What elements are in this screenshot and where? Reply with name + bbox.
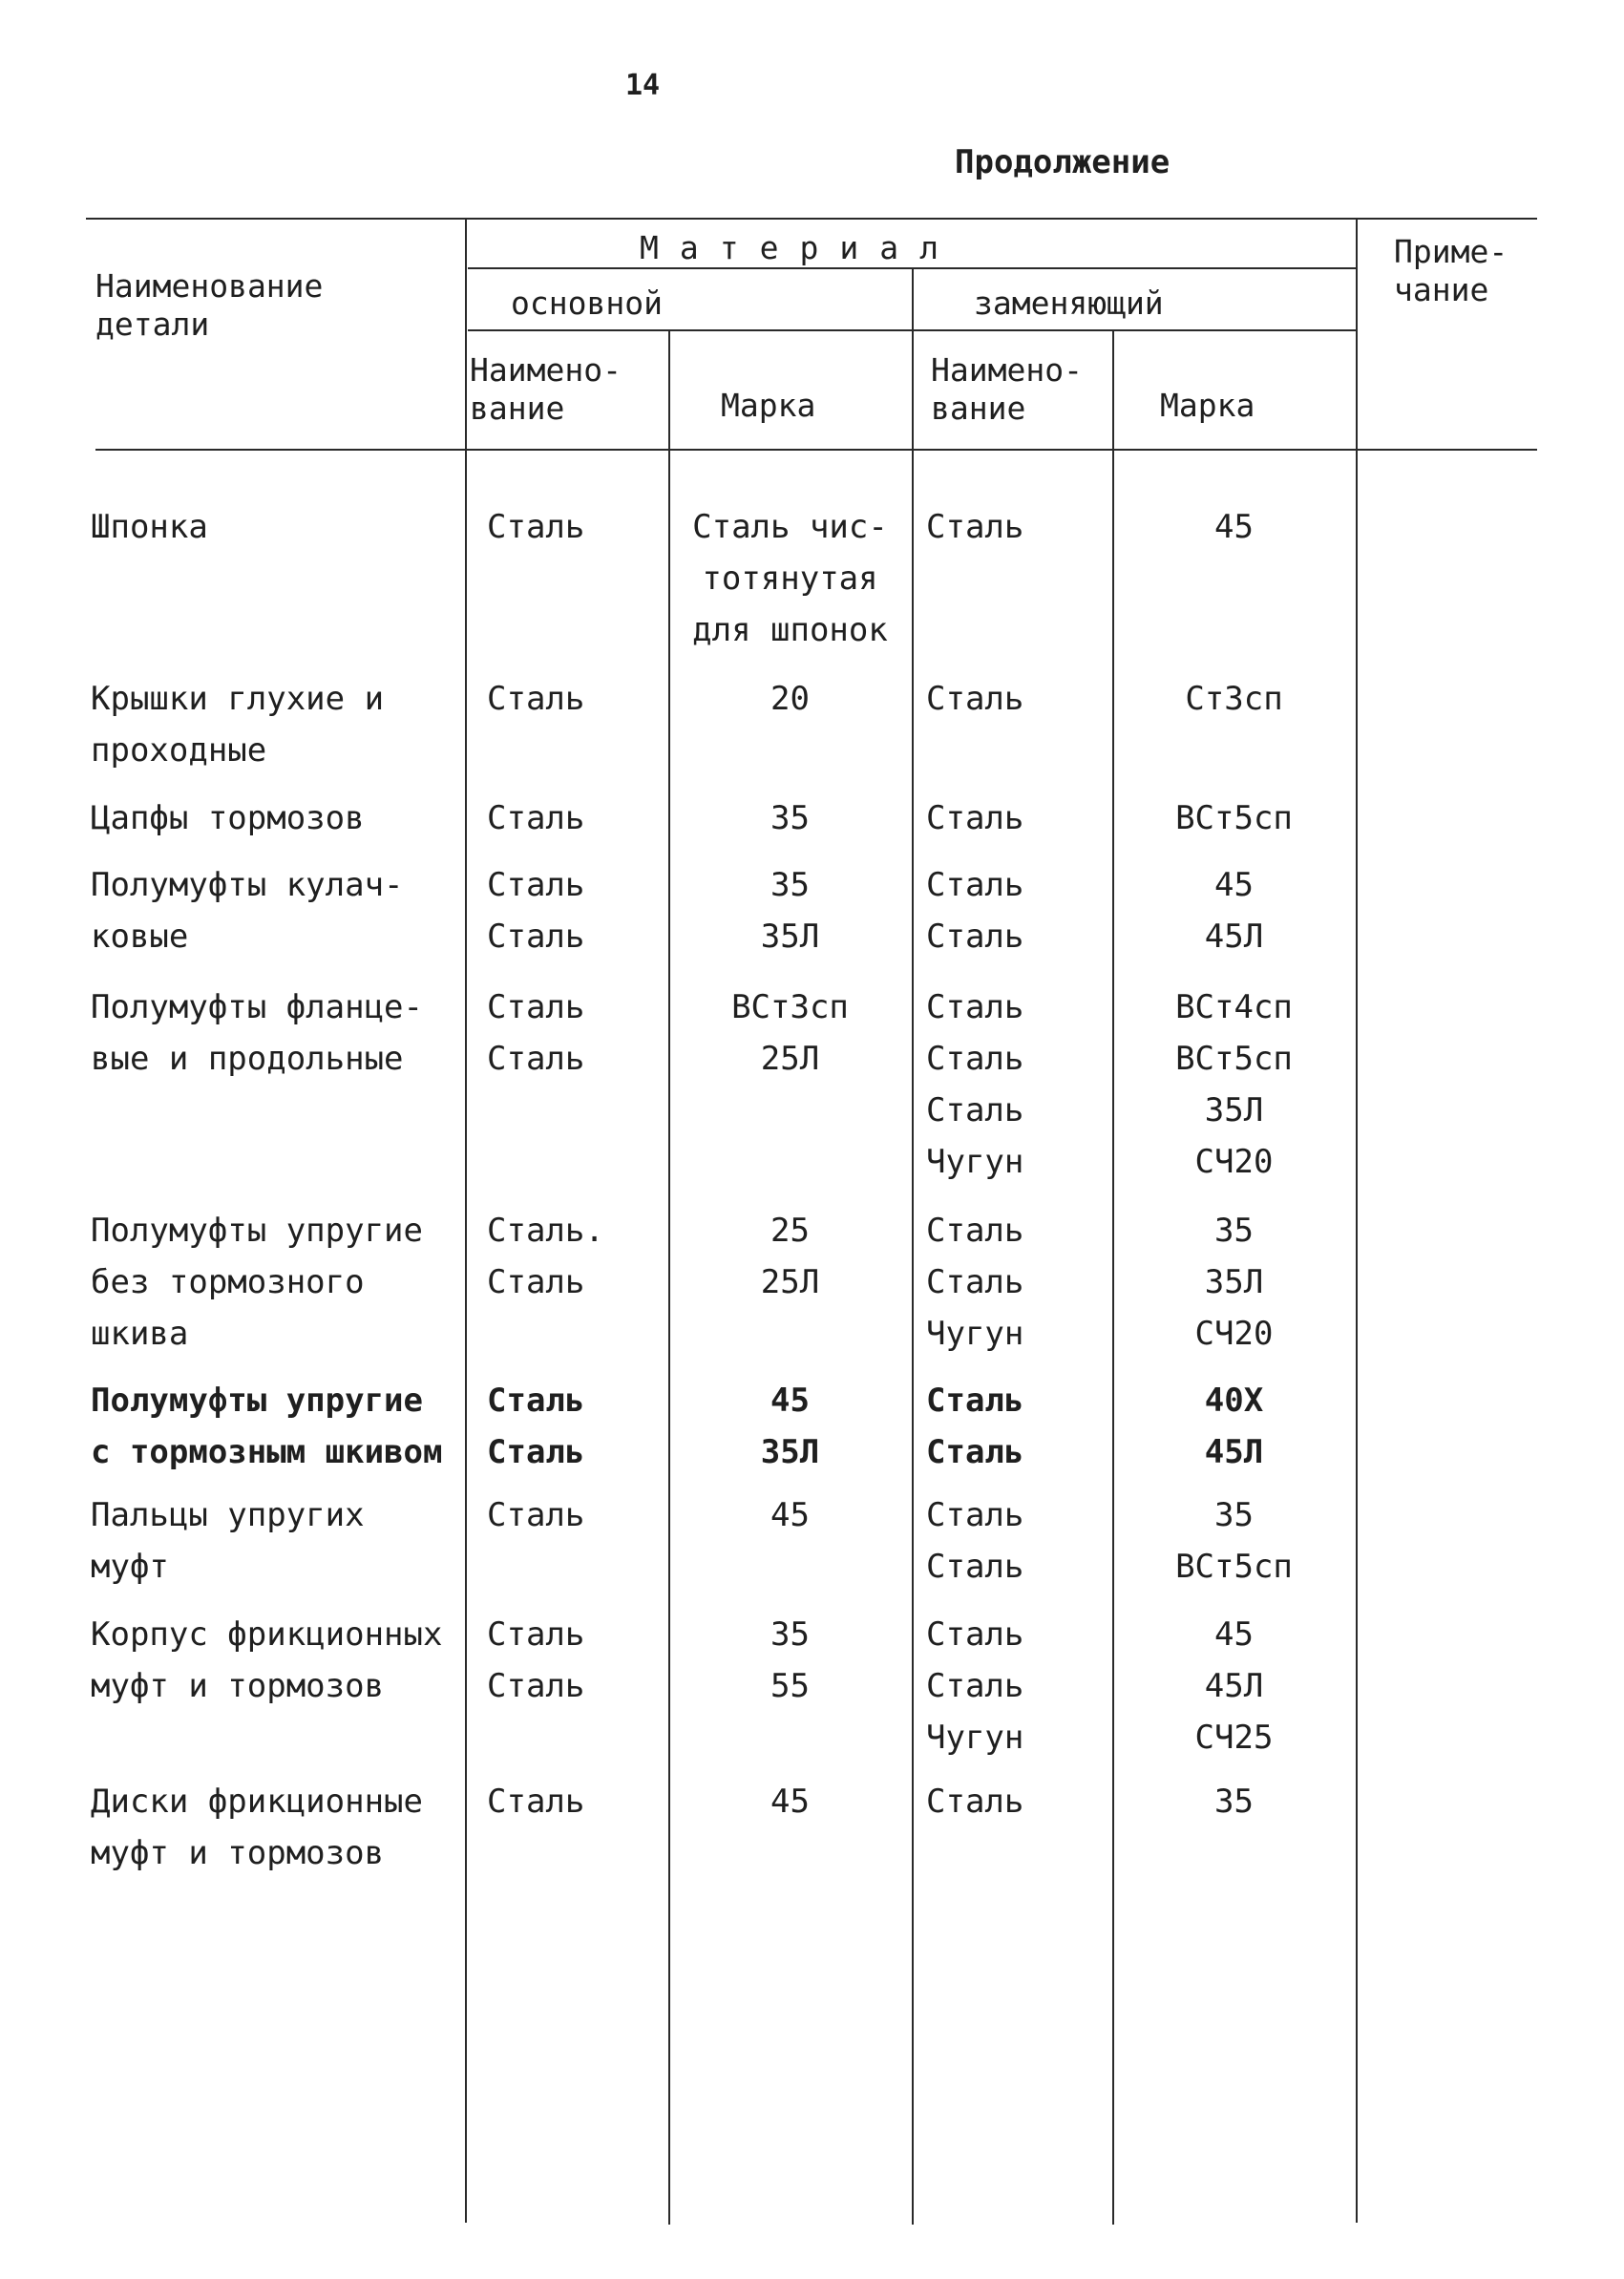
cell-line: 40Х	[1204, 1382, 1264, 1420]
cell-line: Полумуфты упругие	[91, 1382, 423, 1420]
col-divider-1	[465, 218, 467, 2223]
cell-line: Сталь	[487, 1433, 585, 1471]
cell-main-name	[487, 1776, 659, 1827]
cell-line: Сталь	[926, 1212, 1024, 1250]
cell-sub-name	[926, 501, 1107, 553]
cell-line: 35Л	[760, 918, 820, 956]
cell-line: для шпонок	[692, 611, 888, 649]
header-part-name: Наименование детали	[95, 267, 324, 343]
cell-line: Сталь	[926, 680, 1024, 718]
header-note: Приме- чание	[1394, 233, 1508, 308]
cell-line: Полумуфты упругие	[91, 1212, 423, 1250]
cell-line: Крышки глухие и	[91, 680, 385, 718]
cell-part	[91, 792, 463, 844]
header-grade: Марка	[721, 387, 816, 424]
cell-line: 45	[1214, 1615, 1254, 1654]
cell-line: 45Л	[1204, 918, 1264, 956]
cell-line: шкива	[91, 1315, 189, 1353]
cell-line: Сталь	[487, 1615, 585, 1654]
cell-line: 35	[770, 866, 810, 904]
cell-line: 25Л	[760, 1040, 820, 1078]
cell-line: 35	[770, 799, 810, 837]
cell-line: Сталь	[487, 866, 585, 904]
cell-line: Сталь	[487, 1263, 585, 1301]
header-name: Наимено- вание	[470, 351, 622, 427]
cell-line: Корпус фрикционных	[91, 1615, 443, 1654]
header-substitute: заменяющий	[974, 285, 1164, 322]
cell-line: СЧ20	[1194, 1143, 1274, 1181]
cell-line: Сталь	[487, 1783, 585, 1821]
cell-line: 35	[1214, 1783, 1254, 1821]
cell-line: Сталь	[926, 1382, 1024, 1420]
cell-part	[91, 1776, 463, 1879]
cell-line: 45Л	[1204, 1433, 1264, 1471]
cell-line: 35Л	[1204, 1263, 1264, 1301]
cell-line: ВСт4сп	[1175, 988, 1293, 1026]
cell-main-grade	[673, 501, 907, 656]
cell-main-name	[487, 859, 659, 962]
cell-main-name	[487, 1609, 659, 1712]
cell-sub-grade	[1117, 981, 1351, 1188]
cell-line: 35	[770, 1615, 810, 1654]
cell-line: Чугун	[926, 1315, 1024, 1353]
cell-sub-name	[926, 1205, 1107, 1360]
cell-line: проходные	[91, 731, 267, 770]
cell-sub-name	[926, 1375, 1107, 1478]
cell-line: Сталь	[487, 918, 585, 956]
cell-sub-grade	[1117, 1609, 1351, 1763]
cell-line: 35	[1214, 1496, 1254, 1534]
cell-sub-name	[926, 1489, 1107, 1593]
cell-line: Сталь	[926, 1496, 1024, 1534]
cell-line: Диски фрикционные	[91, 1783, 423, 1821]
cell-line: СЧ20	[1194, 1315, 1274, 1353]
cell-line: ВСт5сп	[1175, 1040, 1293, 1078]
cell-line: 45	[770, 1496, 810, 1534]
cell-line: Сталь	[926, 1615, 1024, 1654]
cell-sub-grade	[1117, 501, 1351, 553]
col-divider-2	[668, 329, 670, 2225]
cell-line: СЧ25	[1194, 1719, 1274, 1757]
cell-main-name	[487, 501, 659, 553]
cell-main-grade	[673, 859, 907, 962]
cell-part	[91, 1205, 463, 1360]
cell-line: 45Л	[1204, 1667, 1264, 1705]
cell-line: Полумуфты фланце-	[91, 988, 423, 1026]
cell-line: Сталь	[926, 866, 1024, 904]
cell-main-grade	[673, 792, 907, 844]
cell-part	[91, 1375, 463, 1478]
cell-sub-grade	[1117, 1489, 1351, 1593]
cell-main-grade	[673, 673, 907, 725]
cell-line: Сталь	[926, 1433, 1024, 1471]
cell-line: муфт	[91, 1548, 169, 1586]
cell-sub-name	[926, 981, 1107, 1188]
cell-part	[91, 859, 463, 962]
col-divider-5	[1356, 218, 1358, 2223]
cell-line: Сталь	[926, 799, 1024, 837]
cell-part	[91, 1489, 463, 1593]
cell-sub-name	[926, 1776, 1107, 1827]
cell-sub-grade	[1117, 1776, 1351, 1827]
cell-line: Чугун	[926, 1719, 1024, 1757]
cell-line: Пальцы упругих	[91, 1496, 365, 1534]
cell-sub-name	[926, 792, 1107, 844]
continuation-label: Продолжение	[955, 143, 1171, 181]
cell-main-name	[487, 673, 659, 725]
cell-line: 35	[1214, 1212, 1254, 1250]
cell-line: муфт и тормозов	[91, 1834, 385, 1872]
cell-main-name	[487, 981, 659, 1085]
cell-line: 20	[770, 680, 810, 718]
cell-line: Полумуфты кулач-	[91, 866, 404, 904]
cell-line: 45	[1214, 866, 1254, 904]
cell-line: ВСт5сп	[1175, 799, 1293, 837]
cell-main-name	[487, 1489, 659, 1541]
cell-sub-grade	[1117, 792, 1351, 844]
cell-part	[91, 673, 463, 776]
table-top-rule	[86, 218, 1537, 220]
cell-line: Сталь	[926, 988, 1024, 1026]
cell-line: 35Л	[760, 1433, 820, 1471]
cell-main-grade	[673, 1609, 907, 1712]
cell-main-name	[487, 792, 659, 844]
cell-main-grade	[673, 981, 907, 1085]
page-number: 14	[625, 69, 661, 102]
cell-line: без тормозного	[91, 1263, 365, 1301]
cell-line: Цапфы тормозов	[91, 799, 365, 837]
col-divider-4	[1112, 329, 1114, 2225]
cell-line: Сталь	[926, 1548, 1024, 1586]
cell-line: Сталь	[487, 1496, 585, 1534]
cell-line: Сталь.	[487, 1212, 604, 1250]
cell-line: Сталь	[926, 1040, 1024, 1078]
cell-sub-grade	[1117, 1205, 1351, 1360]
cell-main-name	[487, 1375, 659, 1478]
cell-line: 25Л	[760, 1263, 820, 1301]
cell-line: Сталь	[487, 799, 585, 837]
header-material: Материал	[640, 229, 960, 266]
cell-line: Шпонка	[91, 508, 208, 546]
cell-main-grade	[673, 1776, 907, 1827]
cell-line: 45	[1214, 508, 1254, 546]
cell-line: Сталь	[926, 1783, 1024, 1821]
cell-line: Сталь	[487, 1382, 585, 1420]
cell-line: Сталь	[926, 1263, 1024, 1301]
cell-line: вые и продольные	[91, 1040, 404, 1078]
cell-sub-grade	[1117, 673, 1351, 725]
cell-line: 45	[770, 1382, 810, 1420]
cell-line: Сталь	[487, 508, 585, 546]
cell-line: 45	[770, 1783, 810, 1821]
cell-sub-name	[926, 673, 1107, 725]
cell-line: 25	[770, 1212, 810, 1250]
cell-part	[91, 501, 463, 553]
cell-line: Чугун	[926, 1143, 1024, 1181]
cell-sub-grade	[1117, 1375, 1351, 1478]
cell-line: Сталь	[926, 918, 1024, 956]
cell-sub-name	[926, 859, 1107, 962]
cell-sub-name	[926, 1609, 1107, 1763]
cell-line: Ст3сп	[1185, 680, 1283, 718]
cell-line: 55	[770, 1667, 810, 1705]
col-divider-3	[912, 267, 914, 2225]
cell-line: Сталь	[926, 508, 1024, 546]
cell-line: Сталь	[926, 1091, 1024, 1129]
cell-line: Сталь	[926, 1667, 1024, 1705]
cell-line: ВСт5сп	[1175, 1548, 1293, 1586]
cell-main-grade	[673, 1375, 907, 1478]
cell-line: Сталь чис-	[692, 508, 888, 546]
cell-main-grade	[673, 1205, 907, 1308]
cell-sub-grade	[1117, 859, 1351, 962]
cell-line: 35Л	[1204, 1091, 1264, 1129]
cell-line: ковые	[91, 918, 189, 956]
cell-line: тотянутая	[702, 559, 878, 598]
cell-line: муфт и тормозов	[91, 1667, 385, 1705]
header-bottom-rule	[95, 449, 1537, 451]
cell-line: Сталь	[487, 680, 585, 718]
cell-line: Сталь	[487, 988, 585, 1026]
header-name-2: Наимено- вание	[931, 351, 1083, 427]
cell-main-grade	[673, 1489, 907, 1541]
cell-line: с тормозным шкивом	[91, 1433, 443, 1471]
header-grade-2: Марка	[1160, 387, 1255, 424]
cell-line: Сталь	[487, 1040, 585, 1078]
cell-line: Сталь	[487, 1667, 585, 1705]
cell-part	[91, 1609, 463, 1712]
header-main: основной	[511, 285, 663, 322]
cell-main-name	[487, 1205, 659, 1308]
cell-line: ВСт3сп	[731, 988, 849, 1026]
cell-part	[91, 981, 463, 1085]
